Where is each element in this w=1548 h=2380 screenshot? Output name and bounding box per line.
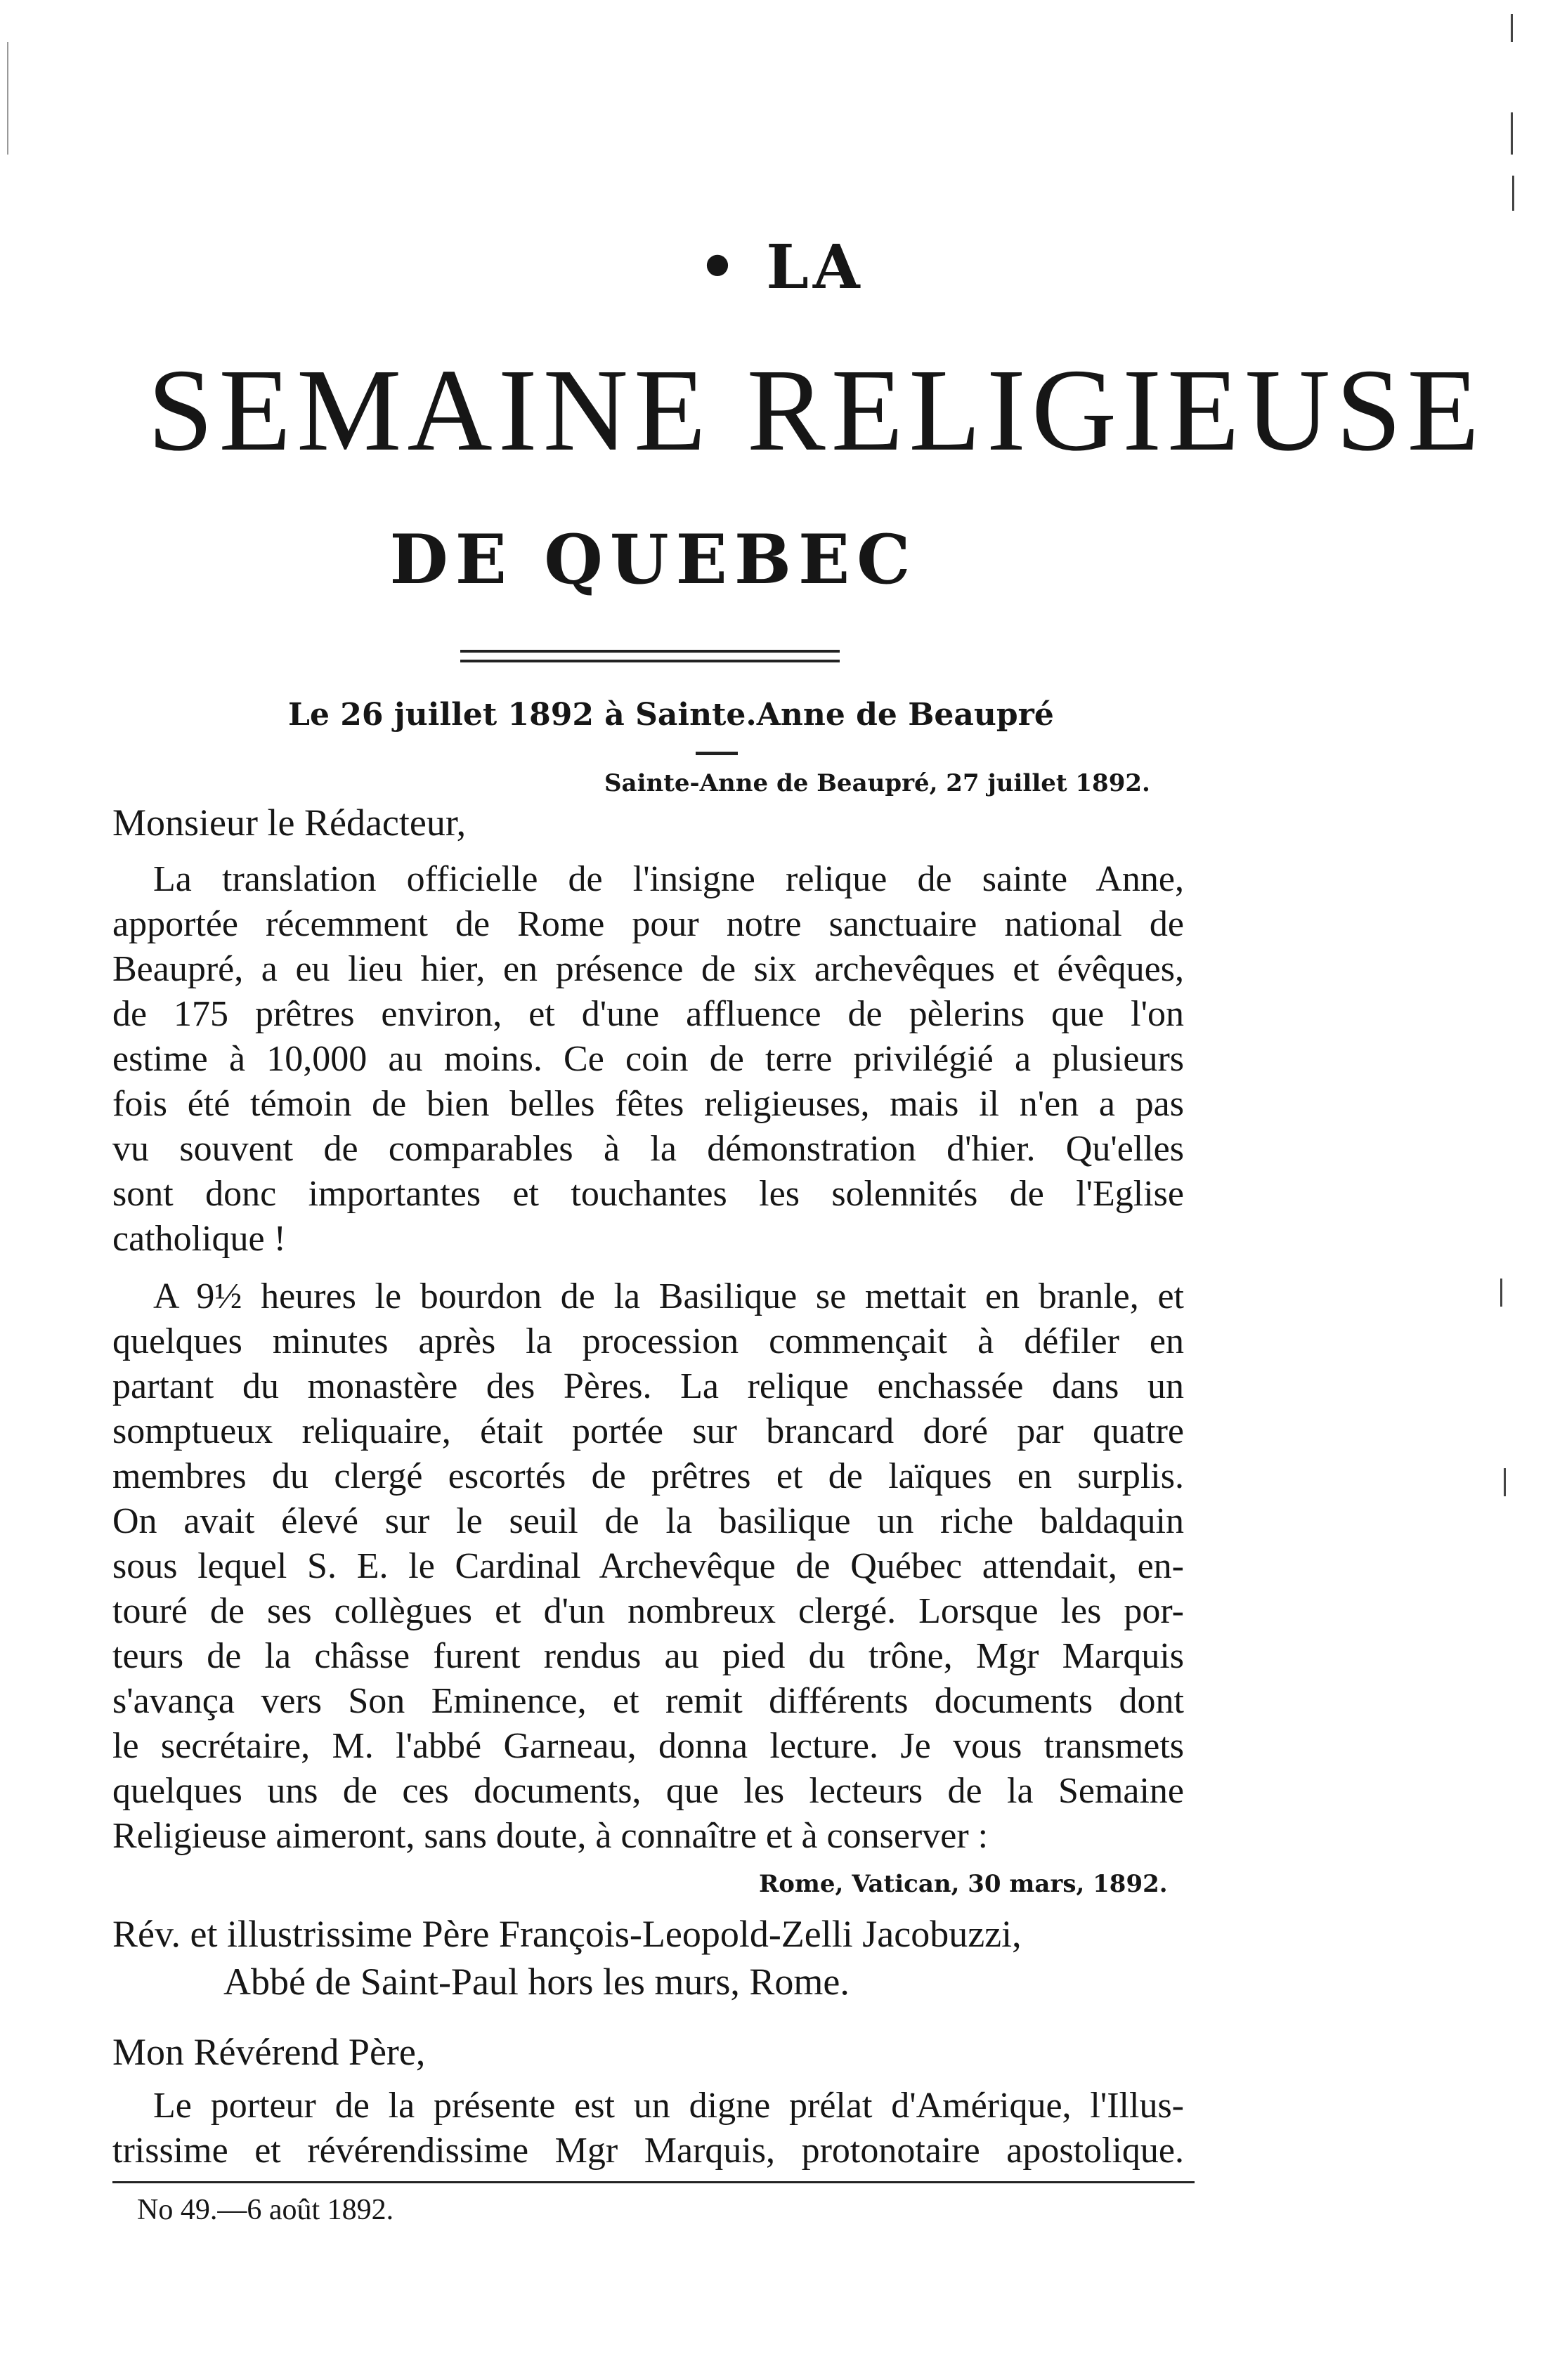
issue-footer: No 49.—6 août 1892.	[137, 2194, 394, 2226]
footer-divider	[112, 2181, 1195, 2183]
paragraph-line: touré de ses collègues et d'un nombreux clergé. Lorsque les por-	[112, 1591, 1184, 1631]
article-title: Le 26 juillet 1892 à Sainte.Anne de Beaupré	[288, 697, 1054, 733]
paragraph-line: On avait élevé sur le seuil de la basilique un riche baldaquin	[112, 1501, 1184, 1541]
masthead-title: SEMAINE RELIGIEUSE	[148, 345, 1485, 476]
paragraph-line: trissime et révérendissime Mgr Marquis, protonotaire apostolique.	[112, 2131, 1184, 2171]
paragraph-line: partant du monastère des Pères. La relique enchassée dans un	[112, 1366, 1184, 1406]
scan-mark	[1511, 14, 1513, 42]
paragraph-line: A 9½ heures le bourdon de la Basilique se mettait en branle, et	[153, 1276, 1184, 1316]
paragraph-line: La translation officielle de l'insigne relique de sainte Anne,	[153, 859, 1184, 899]
paragraph-line: Religieuse aimeront, sans doute, à connaître et à conserver :	[112, 1816, 989, 1856]
masthead-divider	[460, 650, 840, 662]
title-divider	[696, 752, 738, 755]
paragraph-line: somptueux reliquaire, était portée sur brancard doré par quatre	[112, 1411, 1184, 1451]
scan-mark	[1512, 176, 1514, 211]
paragraph-line: quelques minutes après la procession commençait à défiler en	[112, 1321, 1184, 1361]
scan-mark	[1500, 1279, 1502, 1307]
paragraph-line: estime à 10,000 au moins. Ce coin de terre privilégié a plusieurs	[112, 1039, 1184, 1079]
letter-addressee-line-1: Rév. et illustrissime Père François-Leopold-Zelli Jacobuzzi,	[112, 1913, 1022, 1955]
paragraph-line: sous lequel S. E. le Cardinal Archevêque de Québec attendait, en-	[112, 1546, 1184, 1586]
article-dateline: Sainte-Anne de Beaupré, 27 juillet 1892.	[604, 769, 1150, 797]
masthead-subtitle: DE QUEBEC	[389, 520, 918, 599]
paragraph-line: s'avança vers Son Eminence, et remit différents documents dont	[112, 1681, 1184, 1721]
masthead-article: • LA	[698, 232, 864, 303]
letter-dateline: Rome, Vatican, 30 mars, 1892.	[759, 1870, 1168, 1898]
article-salutation: Monsieur le Rédacteur,	[112, 802, 467, 844]
paragraph-line: teurs de la châsse furent rendus au pied du trône, Mgr Marquis	[112, 1636, 1184, 1676]
paragraph-line: fois été témoin de bien belles fêtes religieuses, mais il n'en a pas	[112, 1084, 1184, 1124]
scan-mark	[1504, 1468, 1506, 1496]
paragraph-line: quelques uns de ces documents, que les lecteurs de la Semaine	[112, 1771, 1184, 1811]
paragraph-line: le secrétaire, M. l'abbé Garneau, donna lecture. Je vous transmets	[112, 1726, 1184, 1766]
paragraph-line: catholique !	[112, 1219, 286, 1259]
paragraph-line: Beaupré, a eu lieu hier, en présence de six archevêques et évêques,	[112, 949, 1184, 989]
letter-addressee-line-2: Abbé de Saint-Paul hors les murs, Rome.	[223, 1961, 850, 2003]
paragraph-line: apportée récemment de Rome pour notre sanctuaire national de	[112, 904, 1184, 944]
paragraph-line: membres du clergé escortés de prêtres et de laïques en surplis.	[112, 1456, 1184, 1496]
paragraph-line: sont donc importantes et touchantes les solennités de l'Eglise	[112, 1174, 1184, 1214]
scan-mark	[7, 42, 8, 155]
scan-mark	[1511, 112, 1513, 155]
letter-salutation: Mon Révérend Père,	[112, 2031, 426, 2073]
paragraph-line: Le porteur de la présente est un digne prélat d'Amérique, l'Illus-	[153, 2086, 1184, 2126]
paragraph-line: vu souvent de comparables à la démonstration d'hier. Qu'elles	[112, 1129, 1184, 1169]
paragraph-line: de 175 prêtres environ, et d'une affluence de pèlerins que l'on	[112, 994, 1184, 1034]
